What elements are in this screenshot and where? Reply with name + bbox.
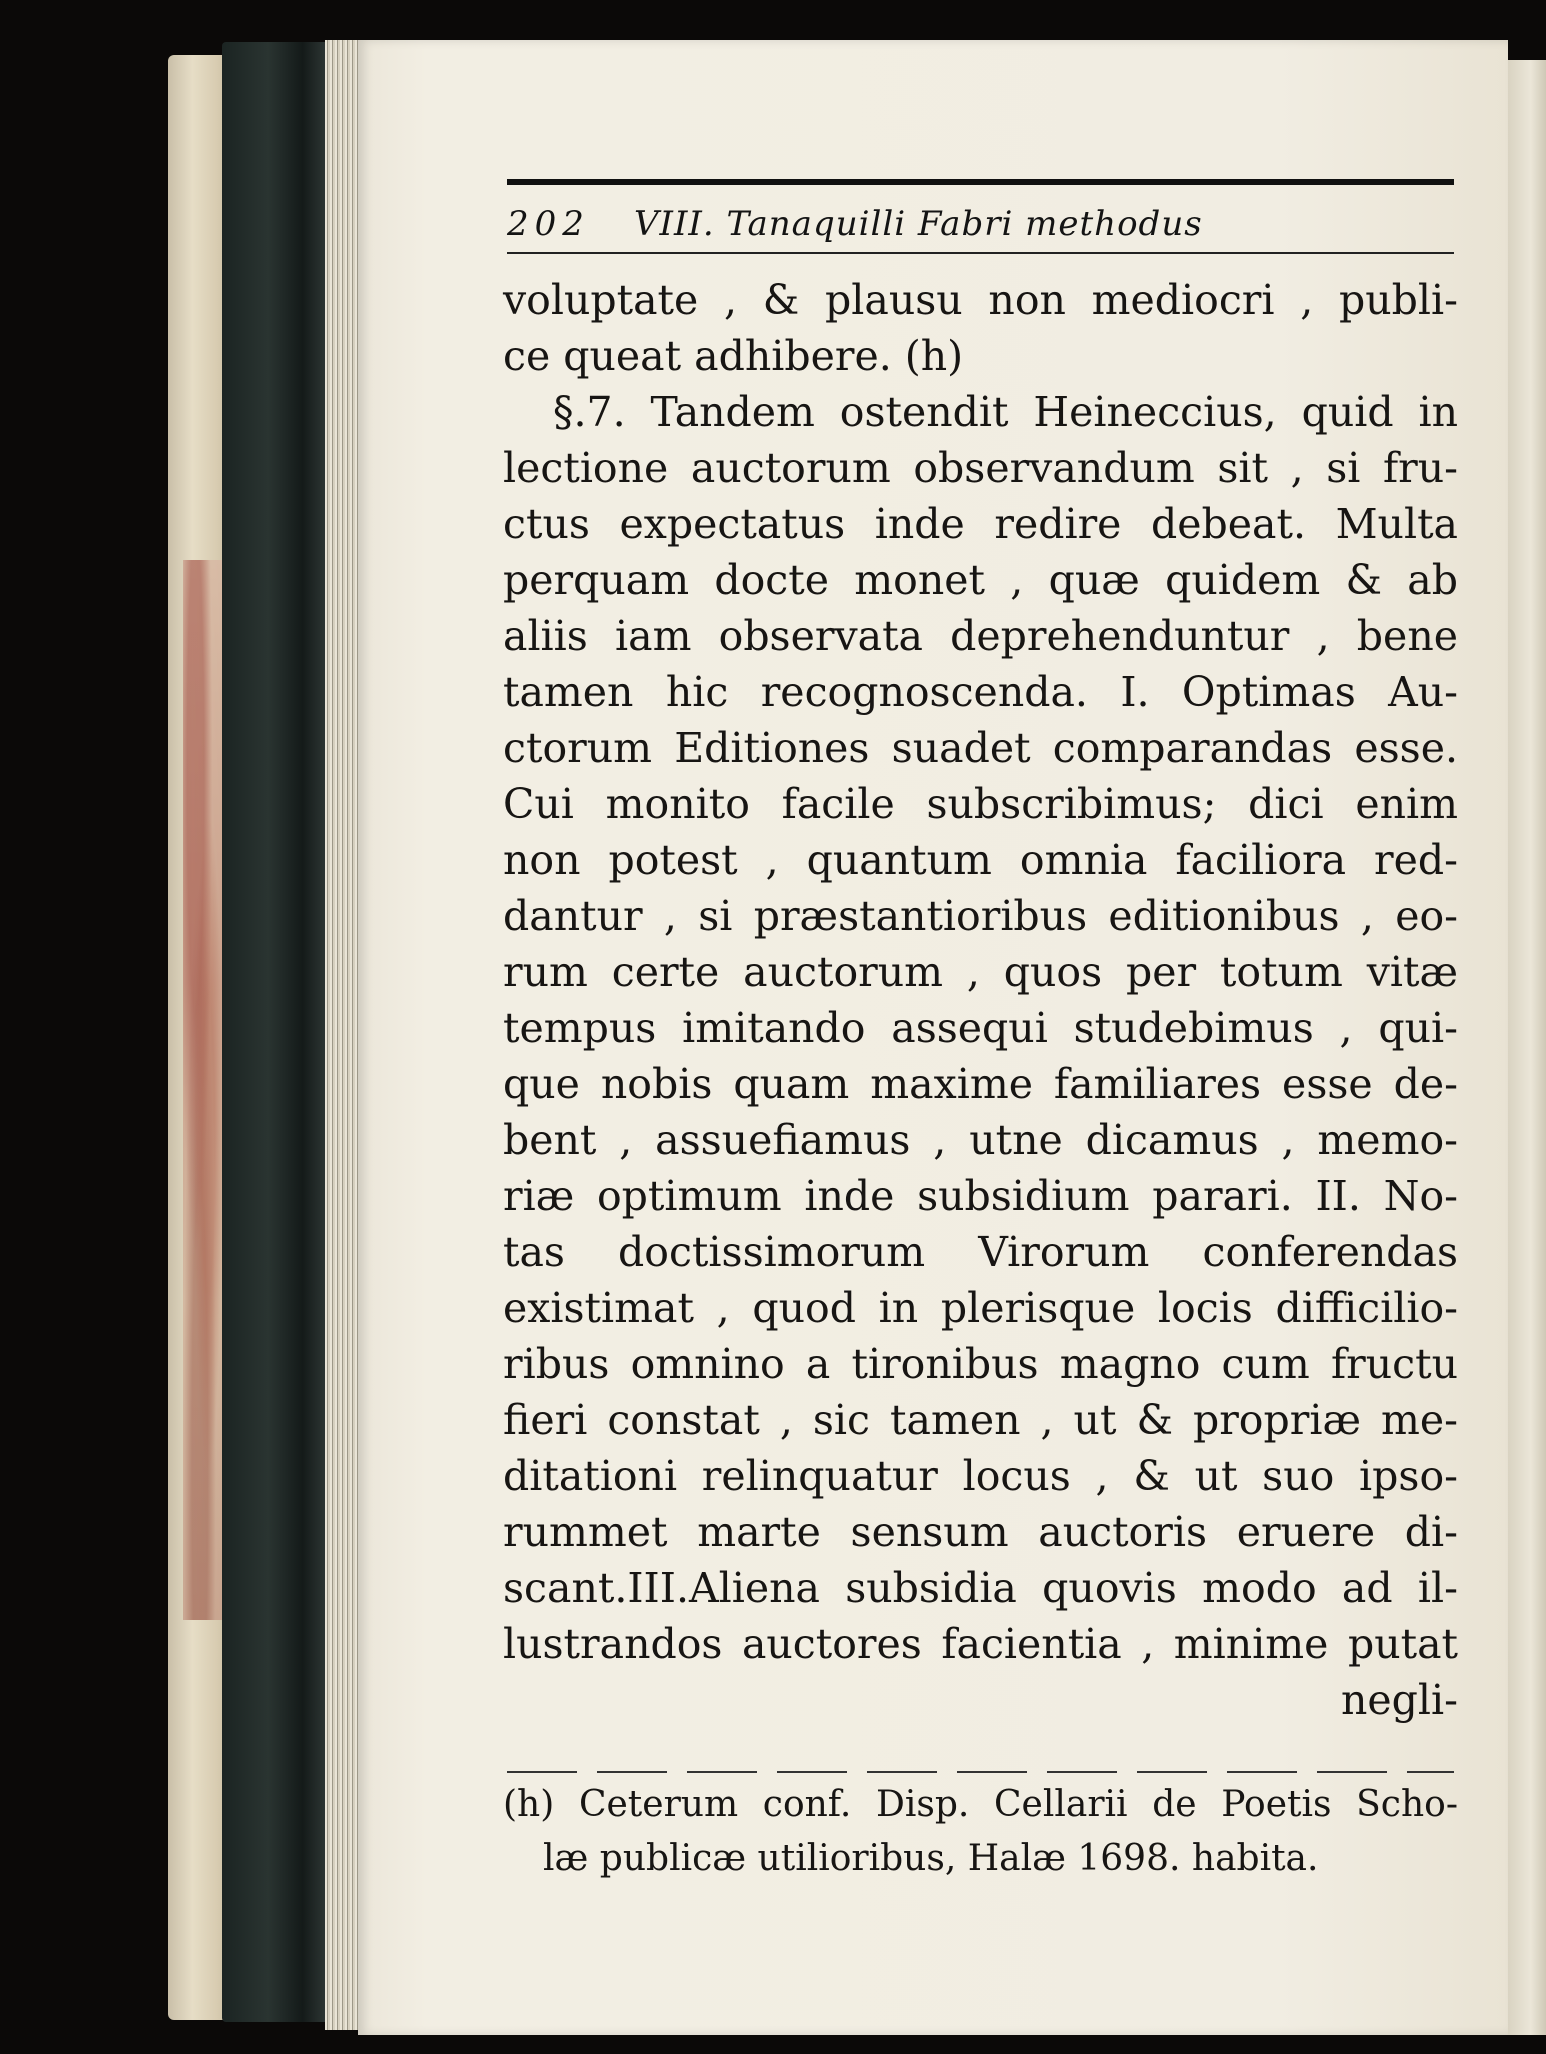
- running-title: VIII. Tanaquilli Fabri methodus: [634, 204, 1203, 244]
- text-line: ctorum Editiones suadet comparandas esse.: [503, 724, 1458, 772]
- text-line: que nobis quam maxime familiares esse de-: [503, 1060, 1458, 1108]
- text-line: rum certe auctorum , quos per totum vitæ: [503, 948, 1458, 996]
- text-line: non potest , quantum omnia faciliora red-: [503, 836, 1458, 884]
- text-line: riæ optimum inde subsidium parari. II. No-: [503, 1172, 1458, 1220]
- catchword: negli-: [1341, 1676, 1458, 1724]
- text-line: tempus imitando assequi studebimus , qui-: [503, 1004, 1458, 1052]
- main-text: [503, 272, 1458, 1728]
- page-block-edge: [222, 42, 337, 2022]
- text-line: ctus expectatus inde redire debeat. Multa: [503, 500, 1458, 548]
- text-line: ribus omnino a tironibus magno cum fructu: [503, 1340, 1458, 1388]
- text-line: §.7. Tandem ostendit Heineccius, quid in: [553, 388, 1458, 436]
- footnote: [503, 1778, 1458, 1886]
- text-line: lectione auctorum observandum sit , si fru-: [503, 444, 1458, 492]
- page-number: 202: [507, 204, 590, 244]
- marbled-endpaper: [183, 560, 225, 1620]
- header-rule: [507, 179, 1454, 185]
- facing-page-edge: [1508, 60, 1546, 2035]
- text-line: Cui monito facile subscribimus; dici enim: [503, 780, 1458, 828]
- text-line: tas doctissimorum Virorum conferendas: [503, 1228, 1458, 1276]
- footnote-separator: [507, 1771, 1454, 1773]
- text-line: bent , assuefiamus , utne dicamus , memo-: [503, 1116, 1458, 1164]
- footnote-line: (h) Ceterum conf. Disp. Cellarii de Poetis Scho-: [503, 1784, 1458, 1825]
- text-line: scant.III.Aliena subsidia quovis modo ad il-: [503, 1564, 1458, 1612]
- text-line: tamen hic recognoscenda. I. Optimas Au-: [503, 668, 1458, 716]
- text-line: rummet marte sensum auctoris eruere di-: [503, 1508, 1458, 1556]
- footnote-line: læ publicæ utilioribus, Halæ 1698. habita.: [543, 1838, 1319, 1879]
- text-line: ditationi relinquatur locus , & ut suo ipso-: [503, 1452, 1458, 1500]
- text-line: dantur , si præstantioribus editionibus , eo-: [503, 892, 1458, 940]
- text-line: ce queat adhibere. (h): [503, 332, 964, 380]
- text-line: existimat , quod in plerisque locis difficilio-: [503, 1284, 1458, 1332]
- text-line: voluptate , & plausu non mediocri , publi-: [503, 276, 1458, 324]
- text-line: fieri constat , sic tamen , ut & propriæ me-: [503, 1396, 1458, 1444]
- text-line: perquam docte monet , quæ quidem & ab: [503, 556, 1458, 604]
- header-underline: [507, 252, 1454, 254]
- text-line: aliis iam observata deprehenduntur , bene: [503, 612, 1458, 660]
- running-header: [507, 194, 1454, 254]
- text-line: lustrandos auctores facientia , minime putat: [503, 1620, 1458, 1668]
